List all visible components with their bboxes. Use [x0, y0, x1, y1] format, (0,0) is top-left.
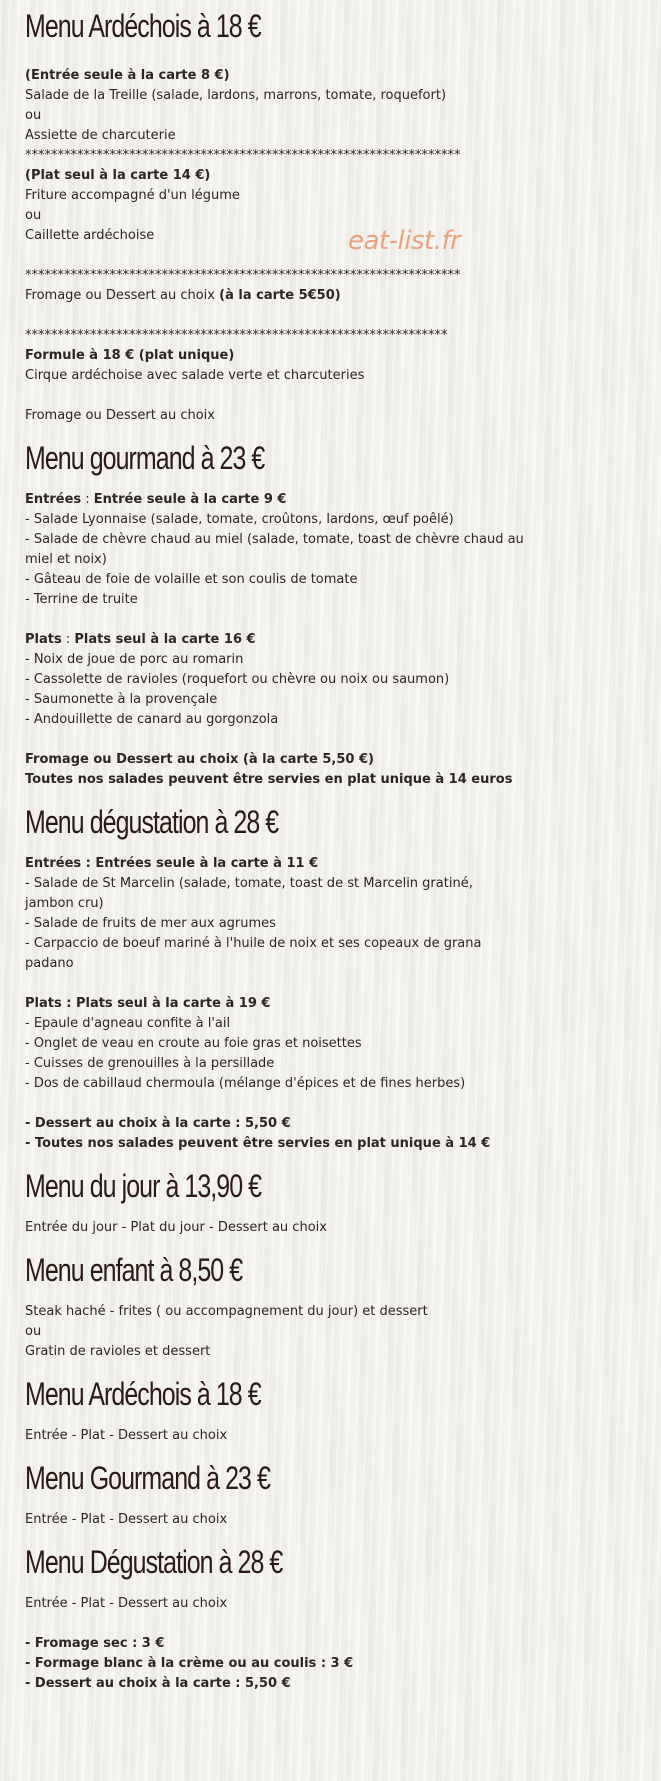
- separator: *******************************************************************: [25, 268, 461, 283]
- menu-footer: Toutes nos salades peuvent être servies en plat unique à 14 euros: [25, 772, 513, 787]
- plat-item: - Onglet de veau en croute au foie gras et noisettes: [25, 1036, 362, 1051]
- entree-item: - Salade de chèvre chaud au miel (salade, tomate, toast de chèvre chaud au miel et noix): [25, 532, 524, 567]
- formule-line: Cirque ardéchoise avec salade verte et charcuteries: [25, 368, 365, 383]
- plat-item: - Saumonette à la provençale: [25, 692, 218, 707]
- menu-line: Entrée - Plat - Dessert au choix: [25, 1428, 228, 1443]
- plat-item: - Andouillette de canard au gorgonzola: [25, 712, 279, 727]
- menu-content: [25, 0, 525, 1694]
- menu-title-enfant: Menu enfant à 8,50 €: [25, 1252, 243, 1288]
- plat-line: ou: [25, 208, 42, 223]
- plat-line: Friture accompagné d'un légume: [25, 188, 240, 203]
- menu-line: Entrée du jour - Plat du jour - Dessert au choix: [25, 1220, 327, 1235]
- menu-title-gourmand: Menu gourmand à 23 €: [25, 440, 265, 476]
- formule-header: Formule à 18 € (plat unique): [25, 348, 235, 363]
- entree-item: - Terrine de truite: [25, 592, 138, 607]
- menu-title-degustation: Menu dégustation à 28 €: [25, 804, 279, 840]
- plat-item: - Noix de joue de porc au romarin: [25, 652, 244, 667]
- entree-line: ou: [25, 108, 42, 123]
- entree-header: (Entrée seule à la carte 8 €): [25, 68, 230, 83]
- plats-header: Plats : Plats seul à la carte 16 €: [25, 632, 256, 647]
- plats-header: Plats : Plats seul à la carte à 19 €: [25, 996, 271, 1011]
- extra-item: - Fromage sec : 3 €: [25, 1636, 165, 1651]
- separator: *****************************************************************: [25, 328, 448, 343]
- plat-item: - Dos de cabillaud chermoula (mélange d'épices et de fines herbes): [25, 1076, 466, 1091]
- entrees-header: Entrées : Entrées seule à la carte à 11 €: [25, 856, 319, 871]
- menu-title-ardechois: Menu Ardéchois à 18 €: [25, 8, 261, 44]
- menu-title-degustation-summary: Menu Dégustation à 28 €: [25, 1544, 283, 1580]
- dessert-line: Fromage ou Dessert au choix (à la carte 5€50): [25, 288, 341, 303]
- menu-footer: - Toutes nos salades peuvent être servies en plat unique à 14 €: [25, 1136, 491, 1151]
- menu-line: Gratin de ravioles et dessert: [25, 1344, 211, 1359]
- menu-footer: - Dessert au choix à la carte : 5,50 €: [25, 1116, 291, 1131]
- plat-item: - Cuisses de grenouilles à la persillade: [25, 1056, 275, 1071]
- extra-item: - Dessert au choix à la carte : 5,50 €: [25, 1676, 291, 1691]
- entrees-header: Entrées : Entrée seule à la carte 9 €: [25, 492, 287, 507]
- watermark: eat-list.fr: [348, 226, 461, 256]
- entree-item: - Salade de St Marcelin (salade, tomate, toast de st Marcelin gratiné, jambon cru): [25, 876, 473, 911]
- menu-title-gourmand-summary: Menu Gourmand à 23 €: [25, 1460, 270, 1496]
- menu-line: Entrée - Plat - Dessert au choix: [25, 1596, 228, 1611]
- plat-item: - Epaule d'agneau confite à l'ail: [25, 1016, 231, 1031]
- entree-item: - Salade de fruits de mer aux agrumes: [25, 916, 276, 931]
- menu-line: ou: [25, 1324, 42, 1339]
- entree-item: - Carpaccio de boeuf mariné à l'huile de noix et ses copeaux de grana padano: [25, 936, 482, 971]
- separator: *******************************************************************: [25, 148, 461, 163]
- menu-footer: Fromage ou Dessert au choix (à la carte 5,50 €): [25, 752, 374, 767]
- plat-item: - Cassolette de ravioles (roquefort ou chèvre ou noix ou saumon): [25, 672, 450, 687]
- formule-dessert: Fromage ou Dessert au choix: [25, 408, 215, 423]
- menu-line: Steak haché - frites ( ou accompagnement du jour) et dessert: [25, 1304, 428, 1319]
- entree-item: - Gâteau de foie de volaille et son coulis de tomate: [25, 572, 358, 587]
- extra-item: - Formage blanc à la crème ou au coulis : 3 €: [25, 1656, 354, 1671]
- plat-line: Caillette ardéchoise: [25, 228, 155, 243]
- plat-header: (Plat seul à la carte 14 €): [25, 168, 211, 183]
- menu-title-jour: Menu du jour à 13,90 €: [25, 1168, 262, 1204]
- entree-line: Assiette de charcuterie: [25, 128, 176, 143]
- menu-title-ardechois-summary: Menu Ardéchois à 18 €: [25, 1376, 261, 1412]
- entree-line: Salade de la Treille (salade, lardons, marrons, tomate, roquefort): [25, 88, 447, 103]
- menu-line: Entrée - Plat - Dessert au choix: [25, 1512, 228, 1527]
- entree-item: - Salade Lyonnaise (salade, tomate, croûtons, lardons, œuf poêlé): [25, 512, 454, 527]
